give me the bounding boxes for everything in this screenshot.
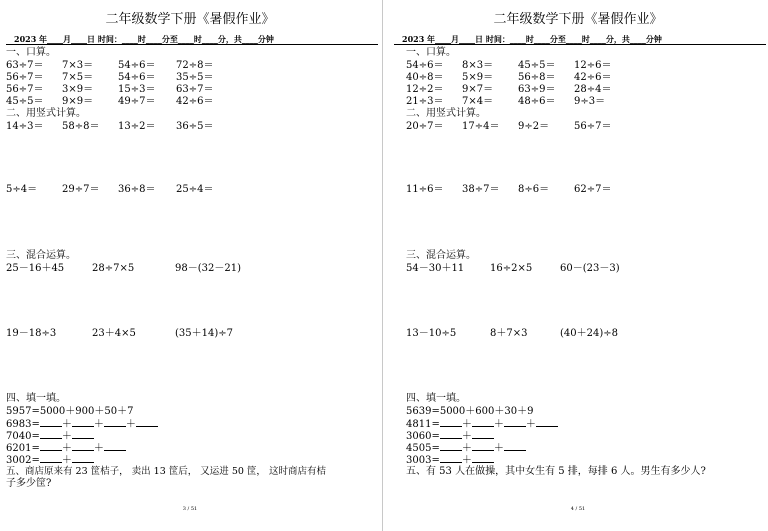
- fill-blank[interactable]: [472, 454, 494, 463]
- fill-number: 3003: [406, 455, 432, 466]
- fill-row: 3060= ＋: [406, 430, 494, 443]
- section-vertical-heading: 二、用竖式计算。: [6, 108, 86, 119]
- section-fill-heading: 四、填一填。: [406, 393, 466, 404]
- vertical-problem: 20÷7＝: [406, 121, 444, 132]
- mixed-problem: 19－18÷3: [6, 328, 57, 339]
- fill-blank[interactable]: [72, 430, 94, 439]
- fill-blank[interactable]: [472, 418, 494, 427]
- mixed-problem: 16÷2×5: [490, 263, 533, 274]
- date-time-line: 2023 年____月____日 时间：____时____分至____时____分，共____分钟: [14, 34, 274, 44]
- vertical-problem: 13÷2＝: [118, 121, 156, 132]
- fill-number: 6983: [6, 419, 32, 430]
- vertical-problem: 11÷6＝: [406, 184, 444, 195]
- oral-problem: 7×3＝: [62, 60, 94, 71]
- fill-number: 4811: [406, 419, 432, 430]
- oral-problem: 3×9＝: [62, 84, 94, 95]
- fill-blank[interactable]: [104, 442, 126, 451]
- section-oral-heading: 一、口算。: [406, 47, 456, 58]
- fill-number: 3060: [406, 431, 432, 442]
- oral-problem: 12÷2＝: [406, 84, 444, 95]
- oral-problem: 28÷4＝: [574, 84, 612, 95]
- fill-blank[interactable]: [40, 442, 62, 451]
- header-rule: [6, 44, 378, 45]
- vertical-problem: 8÷6＝: [518, 184, 550, 195]
- fill-blank[interactable]: [472, 430, 494, 439]
- header-rule: [394, 44, 766, 45]
- oral-problem: 12÷6＝: [574, 60, 612, 71]
- section-vertical-heading: 二、用竖式计算。: [406, 108, 486, 119]
- oral-problem: 72÷8＝: [176, 60, 214, 71]
- vertical-problem: 58÷8＝: [62, 121, 100, 132]
- worksheet-page-left: [0, 0, 380, 531]
- oral-problem: 9×7＝: [462, 84, 494, 95]
- fill-number: 4505: [406, 443, 432, 454]
- oral-problem: 35÷5＝: [176, 72, 214, 83]
- fill-blank[interactable]: [472, 442, 494, 451]
- fill-row: 4505= ＋ ＋: [406, 442, 526, 455]
- oral-problem: 48÷6＝: [518, 96, 556, 107]
- oral-problem: 42÷6＝: [574, 72, 612, 83]
- fill-blank[interactable]: [504, 418, 526, 427]
- fill-blank[interactable]: [40, 430, 62, 439]
- fill-blank[interactable]: [72, 442, 94, 451]
- word-problem: 五、商店原来有 23 筐桔子， 卖出 13 筐后， 又运进 50 筐， 这时商店有桔: [6, 466, 326, 477]
- vertical-problem: 17÷4＝: [462, 121, 500, 132]
- fill-row: 6201= ＋ ＋: [6, 442, 126, 455]
- date-time-line: 2023 年____月____日 时间：____时____分至____时____分，共____分钟: [402, 34, 662, 44]
- oral-problem: 56÷8＝: [518, 72, 556, 83]
- vertical-problem: 36÷5＝: [176, 121, 214, 132]
- vertical-problem: 25÷4＝: [176, 184, 214, 195]
- oral-problem: 63÷7＝: [6, 60, 44, 71]
- fill-blank[interactable]: [440, 418, 462, 427]
- oral-problem: 54÷6＝: [406, 60, 444, 71]
- fill-row: 3002= ＋: [6, 454, 94, 467]
- oral-problem: 63÷7＝: [176, 84, 214, 95]
- vertical-problem: 36÷8＝: [118, 184, 156, 195]
- word-problem-cont: 子多少筐?: [6, 478, 52, 489]
- page-divider: [382, 0, 383, 531]
- fill-example: 5957=5000＋900＋50＋7: [6, 406, 134, 417]
- page-number: 4 / 51: [570, 506, 586, 512]
- mixed-problem: 13－10÷5: [406, 328, 457, 339]
- section-mixed-heading: 三、混合运算。: [406, 250, 476, 261]
- oral-problem: 9×9＝: [62, 96, 94, 107]
- section-oral-heading: 一、口算。: [6, 47, 56, 58]
- oral-problem: 21÷3＝: [406, 96, 444, 107]
- mixed-problem: 98－(32－21): [175, 263, 241, 274]
- fill-number: 7040: [6, 431, 32, 442]
- mixed-problem: 25－16＋45: [6, 263, 65, 274]
- section-fill-heading: 四、填一填。: [6, 393, 66, 404]
- section-mixed-heading: 三、混合运算。: [6, 250, 76, 261]
- page-title: 二年级数学下册《暑假作业》: [105, 12, 275, 27]
- oral-problem: 9÷3＝: [574, 96, 606, 107]
- mixed-problem: 23＋4×5: [92, 328, 136, 339]
- fill-number: 6201: [6, 443, 32, 454]
- oral-problem: 45÷5＝: [6, 96, 44, 107]
- oral-problem: 54÷6＝: [118, 72, 156, 83]
- oral-problem: 56÷7＝: [6, 84, 44, 95]
- page-number: 3 / 51: [182, 506, 198, 512]
- fill-blank[interactable]: [440, 442, 462, 451]
- fill-number: 3002: [6, 455, 32, 466]
- mixed-problem: (40＋24)÷8: [560, 328, 618, 339]
- oral-problem: 54÷6＝: [118, 60, 156, 71]
- fill-row: 6983= ＋ ＋ ＋: [6, 418, 158, 431]
- fill-blank[interactable]: [72, 454, 94, 463]
- fill-blank[interactable]: [104, 418, 126, 427]
- fill-blank[interactable]: [40, 454, 62, 463]
- oral-problem: 42÷6＝: [176, 96, 214, 107]
- page-title: 二年级数学下册《暑假作业》: [493, 12, 663, 27]
- fill-row: 7040= ＋: [6, 430, 94, 443]
- vertical-problem: 38÷7＝: [462, 184, 500, 195]
- fill-blank[interactable]: [536, 418, 558, 427]
- fill-blank[interactable]: [504, 442, 526, 451]
- oral-problem: 63÷9＝: [518, 84, 556, 95]
- oral-problem: 7×4＝: [462, 96, 494, 107]
- fill-blank[interactable]: [72, 418, 94, 427]
- mixed-problem: 60－(23－3): [560, 263, 620, 274]
- vertical-problem: 9÷2＝: [518, 121, 550, 132]
- mixed-problem: 8＋7×3: [490, 328, 528, 339]
- oral-problem: 7×5＝: [62, 72, 94, 83]
- oral-problem: 8×3＝: [462, 60, 494, 71]
- oral-problem: 5×9＝: [462, 72, 494, 83]
- oral-problem: 45÷5＝: [518, 60, 556, 71]
- fill-row: 3003= ＋: [406, 454, 494, 467]
- oral-problem: 56÷7＝: [6, 72, 44, 83]
- vertical-problem: 56÷7＝: [574, 121, 612, 132]
- fill-example: 5639=5000＋600＋30＋9: [406, 406, 534, 417]
- fill-row: 4811= ＋ ＋ ＋: [406, 418, 558, 431]
- vertical-problem: 62÷7＝: [574, 184, 612, 195]
- fill-blank[interactable]: [440, 430, 462, 439]
- fill-blank[interactable]: [136, 418, 158, 427]
- fill-blank[interactable]: [440, 454, 462, 463]
- worksheet-page-right: [388, 0, 768, 531]
- oral-problem: 15÷3＝: [118, 84, 156, 95]
- mixed-problem: (35＋14)÷7: [175, 328, 233, 339]
- vertical-problem: 14÷3＝: [6, 121, 44, 132]
- vertical-problem: 29÷7＝: [62, 184, 100, 195]
- word-problem: 五、有 53 人在做操，其中女生有 5 排，每排 6 人。男生有多少人?: [406, 466, 706, 477]
- fill-blank[interactable]: [40, 418, 62, 427]
- vertical-problem: 5÷4＝: [6, 184, 38, 195]
- mixed-problem: 54－30＋11: [406, 263, 465, 274]
- oral-problem: 49÷7＝: [118, 96, 156, 107]
- oral-problem: 40÷8＝: [406, 72, 444, 83]
- mixed-problem: 28÷7×5: [92, 263, 135, 274]
